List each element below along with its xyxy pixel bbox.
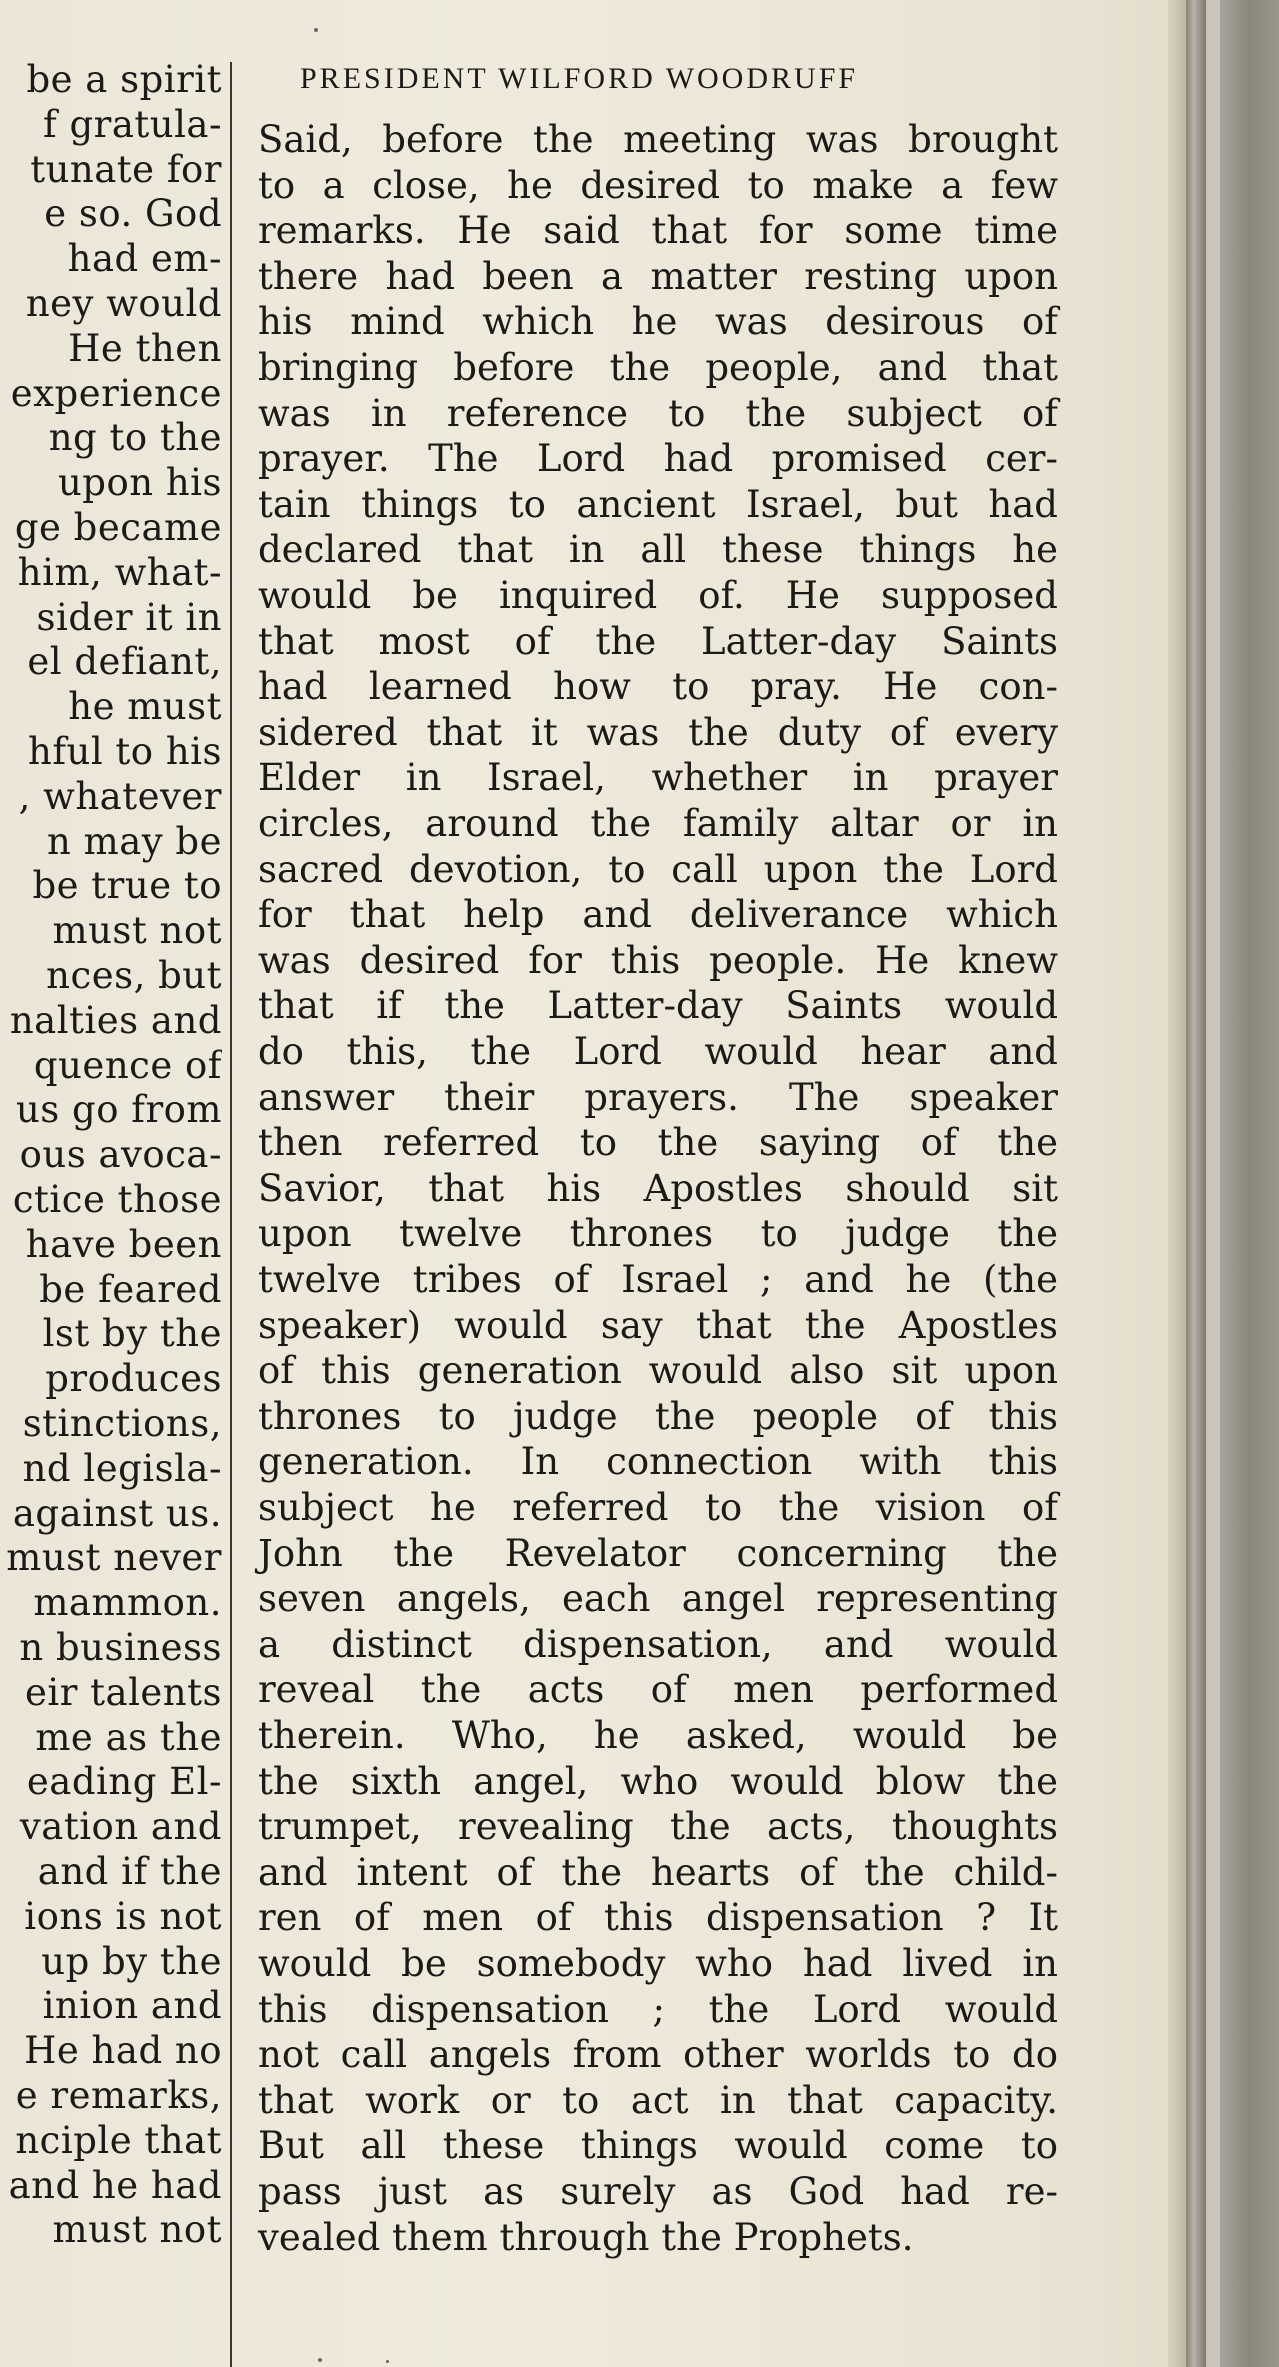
- article-text-line: was desired for this people. He knew: [258, 938, 1058, 982]
- article-text-line: declared that in all these things he: [258, 528, 1058, 572]
- article-text-line: was in reference to the subject of: [258, 391, 1058, 435]
- article-text-line: there had been a matter resting upon: [258, 254, 1058, 298]
- left-column-line: nd legisla-: [22, 1446, 222, 1490]
- left-column-line: and he had: [8, 2163, 222, 2207]
- article-text-line: subject he referred to the vision of: [258, 1486, 1058, 1529]
- article-text-line: the sixth angel, who would blow the: [258, 1759, 1058, 1803]
- left-column-line: tunate for: [30, 147, 222, 191]
- article-text-line: circles, around the family altar or in: [258, 802, 1058, 845]
- article-text-line: thrones to judge the people of this: [258, 1394, 1058, 1438]
- article-text-line: this dispensation ; the Lord would: [258, 1987, 1058, 2031]
- left-column-line: be feared: [39, 1267, 222, 1311]
- left-column-line: ous avoca-: [19, 1133, 222, 1177]
- left-column-line: inion and: [42, 1984, 222, 2028]
- left-column-line: , whatever: [18, 774, 222, 818]
- article-text-line: reveal the acts of men performed: [258, 1668, 1058, 1712]
- left-column-clipped: [0, 58, 222, 2264]
- left-column-line: me as the: [35, 1715, 222, 1759]
- article-text-line: John the Revelator concerning the: [258, 1531, 1058, 1575]
- column-divider-rule: [230, 62, 232, 2367]
- left-column-line: eading El-: [26, 1760, 222, 1804]
- article-text-line: of this generation would also sit upon: [258, 1349, 1058, 1393]
- left-column-line: vation and: [19, 1805, 222, 1849]
- left-column-line: and if the: [37, 1850, 222, 1893]
- left-column-line: quence of: [33, 1043, 222, 1087]
- article-text-line: therein. Who, he asked, would be: [258, 1714, 1058, 1757]
- left-column-line: be true to: [32, 864, 222, 908]
- left-column-line: ney would: [25, 282, 222, 325]
- article-text-line: sacred devotion, to call upon the Lord: [258, 847, 1058, 891]
- article-text-line: that most of the Latter-day Saints: [258, 619, 1058, 663]
- article-text-line: then referred to the saying of the: [258, 1121, 1058, 1165]
- article-text-line: remarks. He said that for some time: [258, 209, 1058, 253]
- paper-speck: [386, 2360, 389, 2363]
- page-header-title: PRESIDENT WILFORD WOODRUFF: [300, 62, 859, 95]
- article-text-line: would be inquired of. He supposed: [258, 574, 1058, 617]
- article-text-line: answer their prayers. The speaker: [258, 1075, 1058, 1119]
- paper-speck: [314, 28, 318, 32]
- left-column-line: f gratula-: [43, 102, 222, 146]
- left-column-line: have been: [25, 1222, 222, 1266]
- left-column-line: against us.: [12, 1491, 222, 1535]
- left-column-line: lst by the: [42, 1312, 222, 1356]
- article-text-line: sidered that it was the duty of every: [258, 710, 1058, 754]
- article-text-line: not call angels from other worlds to do: [258, 2033, 1058, 2077]
- article-text-line: upon twelve thrones to judge the: [258, 1212, 1058, 1256]
- article-text-line: do this, the Lord would hear and: [258, 1030, 1058, 1073]
- left-column-line: mammon.: [33, 1581, 222, 1625]
- article-text-line: ren of men of this dispensation ? It: [258, 1896, 1058, 1940]
- left-column-line: had em-: [67, 237, 222, 281]
- article-text-line: Elder in Israel, whether in prayer: [258, 756, 1058, 800]
- left-column-line: He had no: [24, 2029, 222, 2073]
- left-column-line: e so. God: [44, 192, 222, 236]
- left-column-line: ctice those: [12, 1178, 222, 1221]
- left-column-line: ng to the: [48, 416, 222, 460]
- article-text-line: that work or to act in that capacity.: [258, 2078, 1058, 2122]
- left-column-line: el defiant,: [27, 640, 222, 684]
- left-column-line: he must: [68, 685, 222, 729]
- left-column-line: stinctions,: [22, 1402, 222, 1445]
- left-column-line: nces, but: [46, 954, 222, 997]
- left-column-line: upon his: [57, 461, 222, 505]
- article-text-line: that if the Latter-day Saints would: [258, 984, 1058, 1028]
- article-text-line: pass just as surely as God had re-: [258, 2170, 1058, 2213]
- article-text-line: would be somebody who had lived in: [258, 1942, 1058, 1985]
- left-column-line: experience: [10, 371, 222, 415]
- article-text-line: his mind which he was desirous of: [258, 300, 1058, 344]
- left-column-line: hful to his: [27, 730, 222, 773]
- left-column-line: nciple that: [15, 2118, 222, 2162]
- article-text-line: and intent of the hearts of the child-: [258, 1850, 1058, 1894]
- article-text-line: speaker) would say that the Apostles: [258, 1303, 1058, 1347]
- article-text-line: a distinct dispensation, and would: [258, 1622, 1058, 1666]
- article-text-line: tain things to ancient Israel, but had: [258, 482, 1058, 526]
- article-text-line: bringing before the people, and that: [258, 346, 1058, 389]
- article-text-line: had learned how to pray. He con-: [258, 665, 1058, 709]
- article-text-line: to a close, he desired to make a few: [258, 163, 1058, 207]
- left-column-line: n business: [19, 1626, 222, 1669]
- left-column-line: him, what-: [17, 550, 222, 594]
- article-text-line: Said, before the meeting was brought: [258, 118, 1058, 161]
- paper-speck: [318, 2358, 322, 2362]
- left-column-line: nalties and: [9, 998, 222, 1042]
- left-column-line: must never: [6, 1536, 222, 1580]
- article-text-line: Savior, that his Apostles should sit: [258, 1166, 1058, 1210]
- article-text-line: But all these things would come to: [258, 2124, 1058, 2168]
- left-column-line: e remarks,: [15, 2074, 222, 2117]
- left-column-line: sider it in: [36, 595, 222, 639]
- left-column-line: be a spirit: [26, 58, 222, 101]
- article-text-line: for that help and deliverance which: [258, 893, 1058, 937]
- left-column-line: eir talents: [24, 1670, 222, 1714]
- left-column-line: ions is not: [24, 1894, 222, 1938]
- article-text-line: twelve tribes of Israel ; and he (the: [258, 1258, 1058, 1301]
- left-column-line: must not: [52, 909, 222, 953]
- left-column-line: ge became: [14, 506, 222, 549]
- left-column-line: produces: [45, 1357, 222, 1401]
- article-text-line: prayer. The Lord had promised cer-: [258, 437, 1058, 481]
- article-text-line: seven angels, each angel representing: [258, 1577, 1058, 1621]
- left-column-line: n may be: [47, 819, 222, 863]
- book-binding-edge: [1168, 0, 1279, 2367]
- article-text-line: generation. In connection with this: [258, 1440, 1058, 1484]
- article-text-line: vealed them through the Prophets.: [258, 2215, 914, 2259]
- left-column-line: He then: [68, 326, 222, 370]
- article-text-line: trumpet, revealing the acts, thoughts: [258, 1805, 1058, 1849]
- left-column-line: up by the: [41, 1939, 222, 1983]
- left-column-line: us go from: [15, 1088, 222, 1132]
- left-column-line: must not: [52, 2208, 222, 2252]
